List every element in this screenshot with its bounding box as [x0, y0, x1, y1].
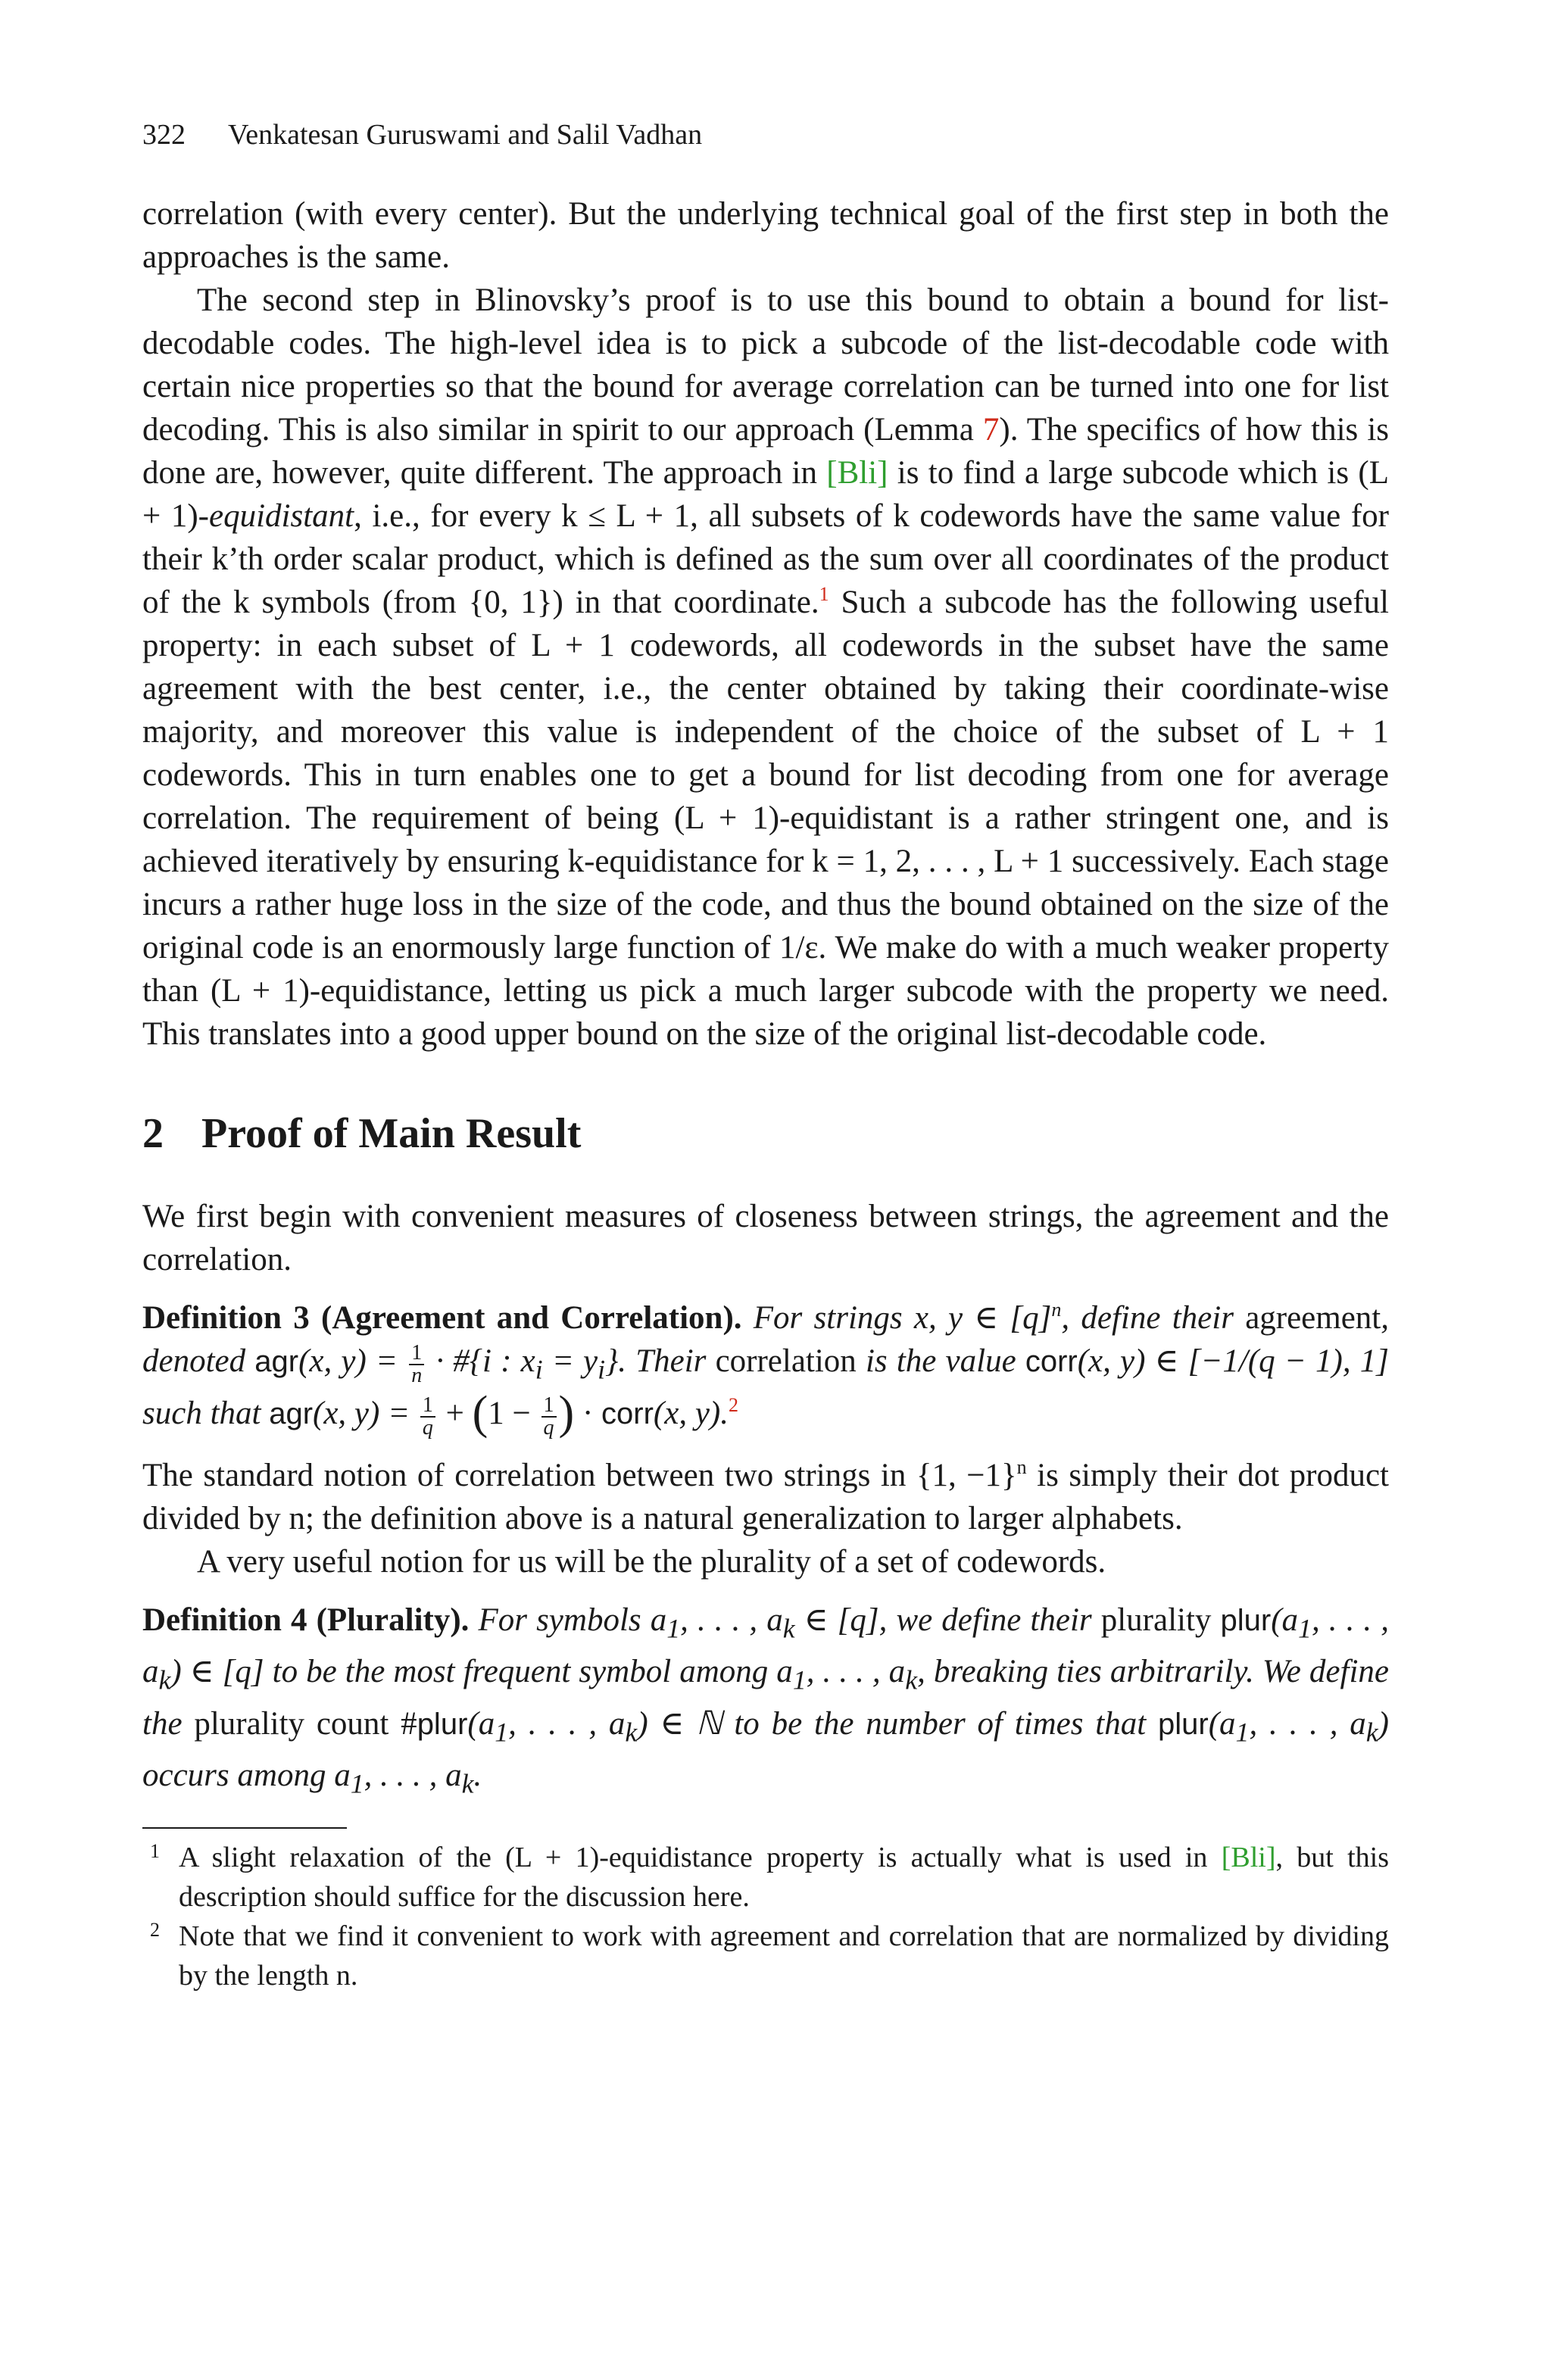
fraction-1-over-n: $\frac{1}{n}$: [409, 1343, 424, 1387]
bli-citation-link[interactable]: [Bli]: [826, 455, 888, 491]
footnote-bli-citation-link[interactable]: [Bli]: [1221, 1841, 1276, 1873]
paragraph-plurality-intro: A very useful notion for us will be the plurality of a set of codewords.: [197, 1543, 1106, 1580]
footnote-2-link[interactable]: 2: [728, 1393, 738, 1416]
section-number: 2: [142, 1110, 164, 1157]
paragraph-continuation: correlation (with every center). But the underlying technical goal of the first step in both the approaches is the same.: [142, 196, 1389, 275]
definition-3-label: Definition 3 (Agreement and Correlation).: [142, 1300, 742, 1336]
paper-page: [142, 114, 1389, 1995]
page-number: 322: [142, 119, 186, 151]
running-head: [142, 114, 1389, 159]
section-title: Proof of Main Result: [201, 1110, 582, 1157]
paragraph-correlation-notion: The standard notion of correlation between two strings in {1, −1}$^n$ is simply their dot product divided by n; the definition above is a natural generalization to larger alphabets.: [142, 1455, 1389, 1536]
fraction-1-over-q: $\frac{1}{q}$: [420, 1395, 435, 1439]
footnote-2: 2 Note that we find it convenient to work with agreement and correlation that are normalized by dividing by the length n.: [150, 1918, 1389, 1992]
paragraph-intro: We first begin with convenient measures of closeness between strings, the agreement and the correlation.: [142, 1199, 1389, 1277]
definition-4: Definition 4 (Plurality). For symbols $a_1$, . . . , $a_k$ ∈ [q], we define their plurality $plur(a_1$, . . . , $a_k$) ∈ [q] to be the most frequent symbol among $a_1$, . . . , $a_k$, breaking ties arbitrarily. We define the plurality count $\#plur(a_1$, . . . , $a_k$) ∈ ℕ to be the number of times that $plur(a_1$, . . . , $a_k$) occurs among $a_1$, . . . , $a_k$.: [142, 1602, 1390, 1799]
footnote-1-link[interactable]: 1: [819, 583, 829, 605]
authors: Venkatesan Guruswami and Salil Vadhan: [228, 119, 703, 151]
definition-3: Definition 3 (Agreement and Correlation). For strings x, y ∈ $[q]^n$, define their agreement, denoted agr(x, y) = $\frac{1}{n}$ · #{i : $x_i = y_i$}. Their correlation is the value corr(x, y) ∈ [−1/(q − 1), 1] such that agr(x, y) = $\frac{1}{q}$ + (1 − $\frac{1}{q}$ ) · corr(x, y).$^2$: [142, 1299, 1389, 1440]
footnote-1: 1 A slight relaxation of the (L + 1)-equidistance property is actually what is used in [Bli], but this description should suffice for the discussion here.: [150, 1839, 1389, 1913]
footnote-divider: [142, 1827, 347, 1829]
paragraph-blinovsky: The second step in Blinovsky’s proof is to use this bound to obtain a bound for list-decodable codes. The high-level idea is to pick a subcode of the list-decodable code with certain nice properties so that the bound for average correlation can be turned into one for list decoding. This is also similar in spirit to our approach (Lemma 7). The specifics of how this is done are, however, quite different. The approach in [Bli] is to find a large subcode which is (L + 1)-equidistant, i.e., for every k ≤ L + 1, all subsets of k codewords have the same value for their k’th order scalar product, which is defined as the sum over all coordinates of the product of the k symbols (from {0, 1}) in that coordinate.$^1$ Such a subcode has the following useful property: in each subset of L + 1 codewords, all codewords in the subset have the same agreement with the best center, i.e., the center obtained by taking their coordinate-wise majority, and moreover this value is independent of the choice of the subset of L + 1 codewords. This in turn enables one to get a bound for list decoding from one for average correlation. The requirement of being (L + 1)-equidistant is a rather stringent one, and is achieved iteratively by ensuring k-equidistance for k = 1, 2, . . . , L + 1 successively. Each stage incurs a rather huge loss in the size of the code, and thus the bound obtained on the size of the original code is an enormously large function of 1/ε. We make do with a much weaker property than (L + 1)-equidistance, letting us pick a much larger subcode with the property we need. This translates into a good upper bound on the size of the original list-decodable code.: [142, 282, 1389, 1052]
fraction-1-over-q-2: $\frac{1}{q}$: [541, 1395, 557, 1439]
definition-4-label: Definition 4 (Plurality).: [142, 1602, 470, 1638]
section-heading: [142, 1107, 1389, 1160]
lemma-7-link[interactable]: 7: [982, 412, 1000, 448]
